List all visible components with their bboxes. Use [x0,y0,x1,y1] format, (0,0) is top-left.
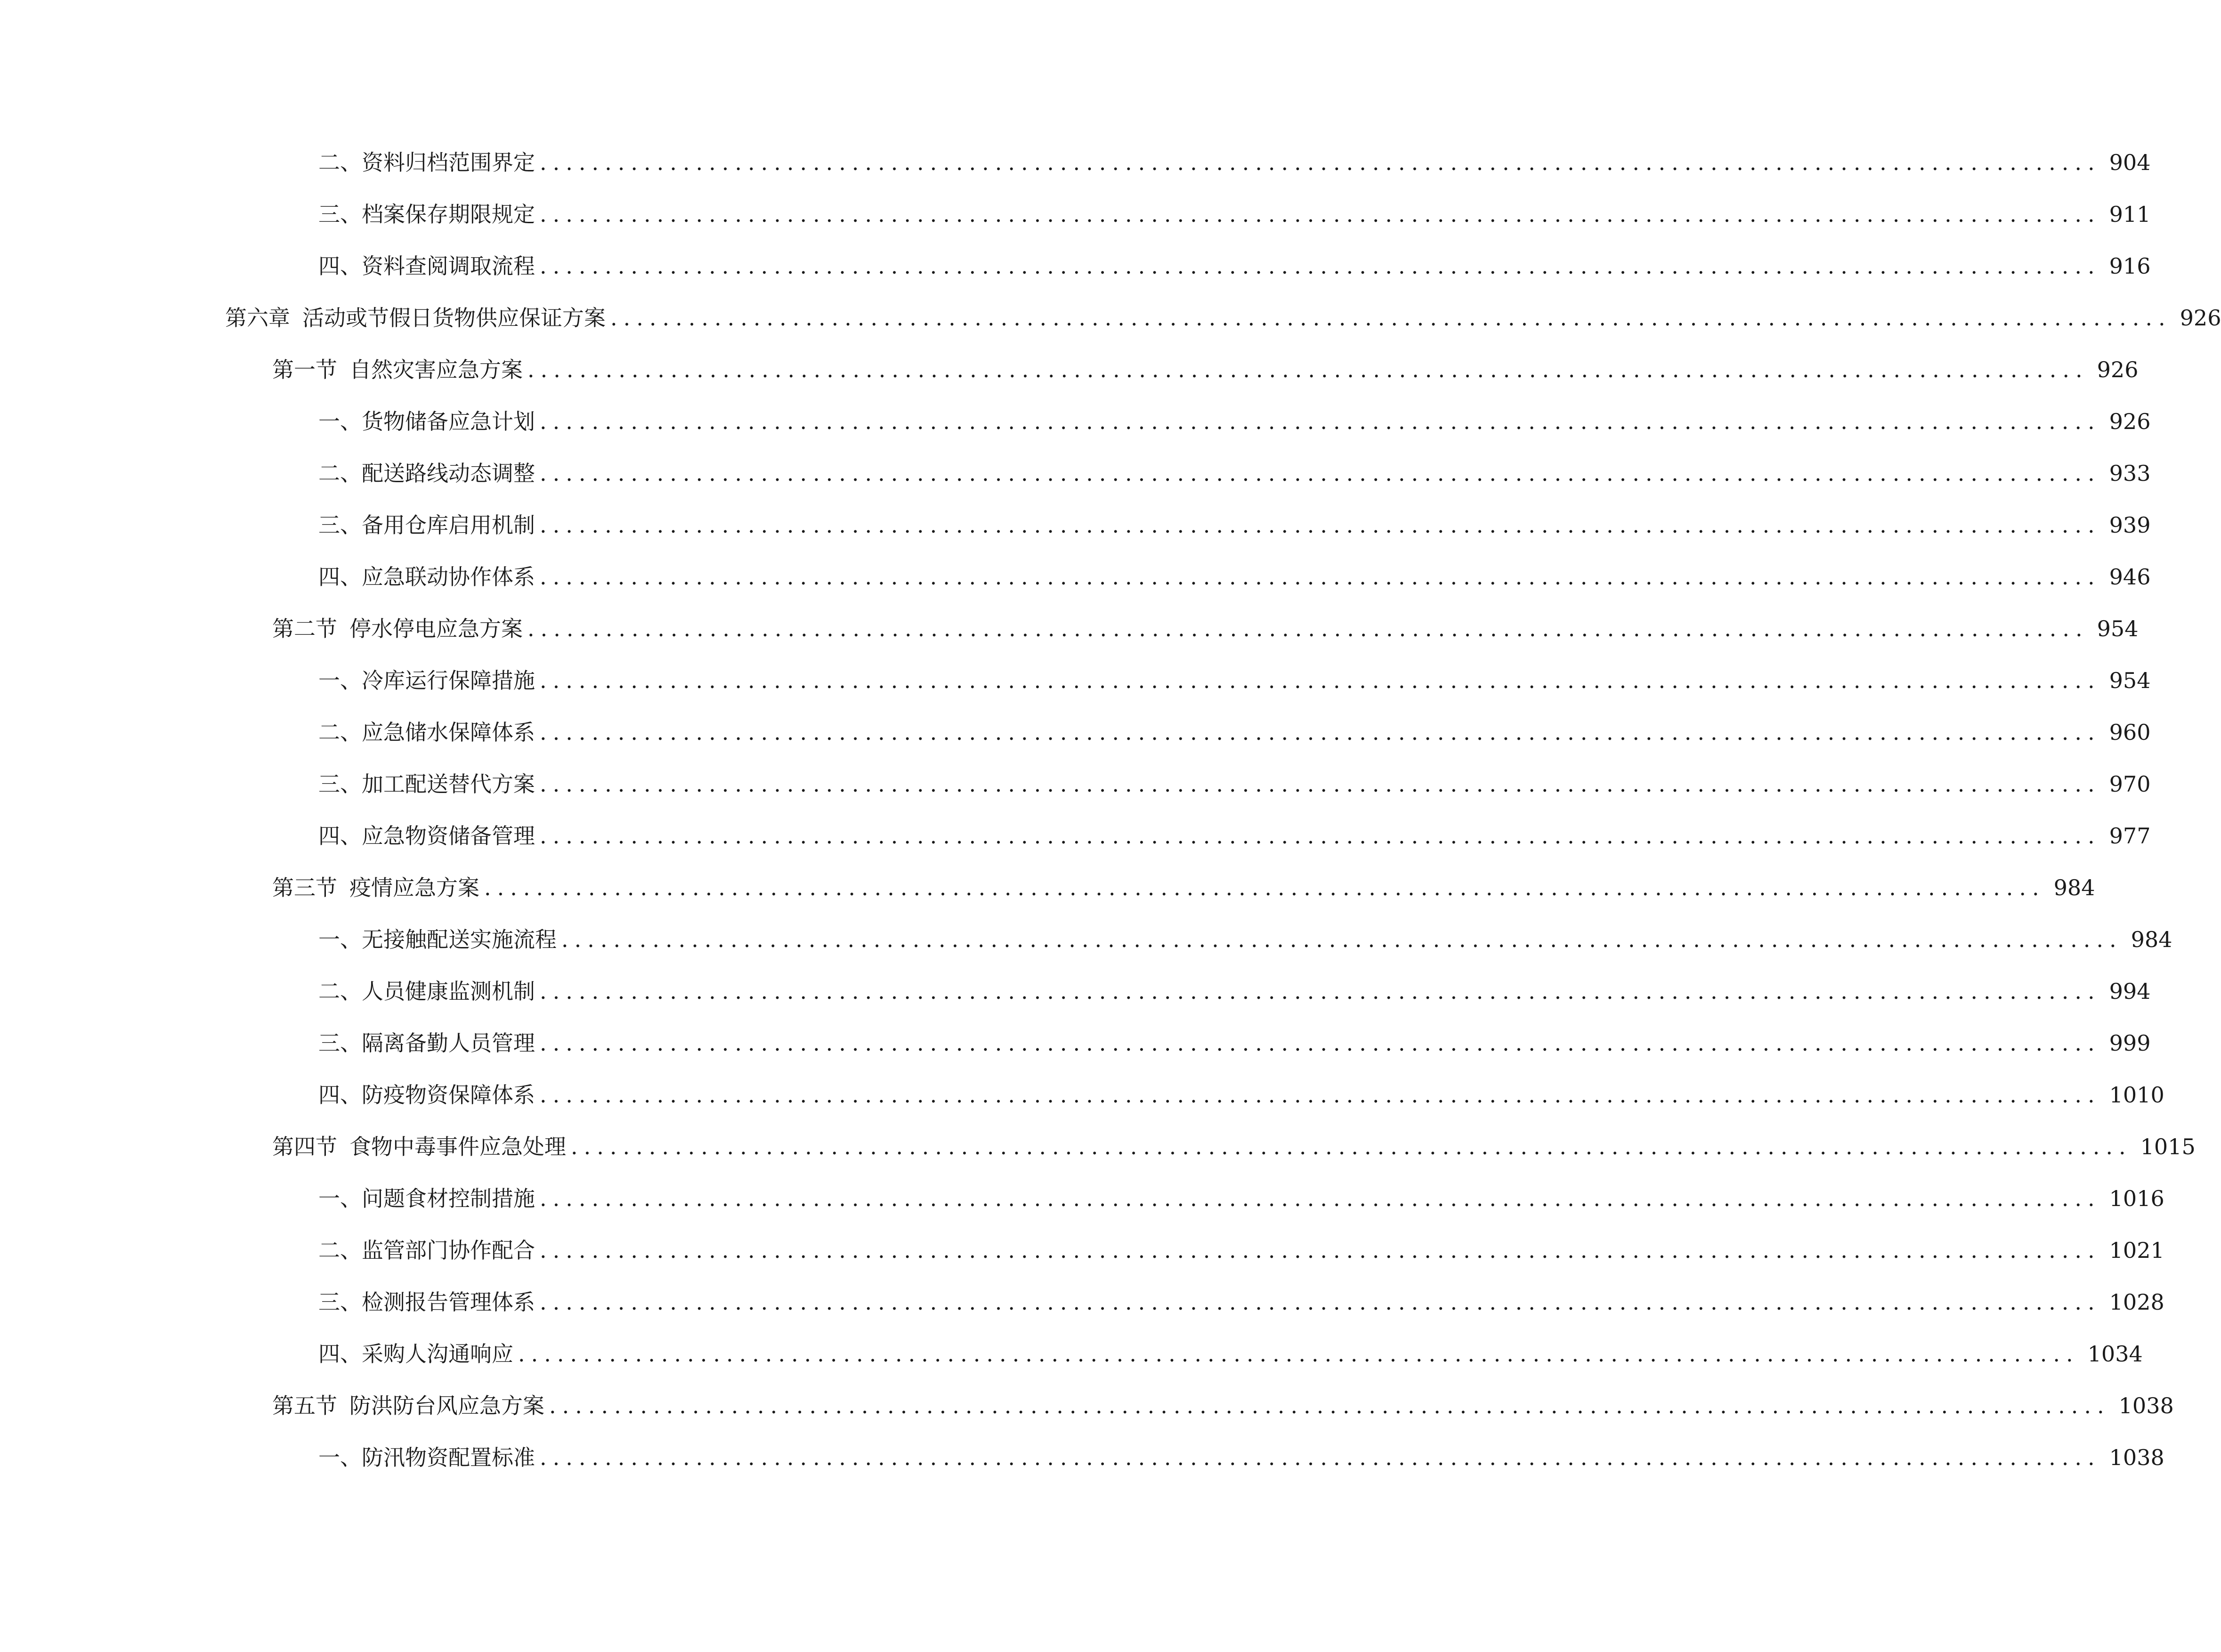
toc-entry-title: 采购人沟通响应 [362,1341,513,1367]
toc-entry-title: 防洪防台风应急方案 [349,1393,544,1418]
toc-subsection-entry[interactable] [0,1017,2151,1069]
toc-entry-number: 四、 [318,823,362,849]
toc-entry-title: 配送路线动态调整 [362,461,535,486]
dot-leader: ........................................................................................................................ [571,1134,2132,1159]
toc-entry-title: 资料查阅调取流程 [362,253,535,279]
toc-page-number: 984 [2053,875,2095,900]
toc-subsection-entry[interactable] [0,1432,2164,1483]
toc-page-number: 926 [2097,357,2139,382]
toc-subsection-entry[interactable] [0,1224,2164,1276]
toc-page-number: 999 [2109,1030,2151,1056]
toc-entry-number: 四、 [318,1082,362,1108]
dot-leader: ........................................................................................................................ [540,564,2101,590]
toc-page-number: 984 [2131,927,2172,952]
toc-entry-title: 资料归档范围界定 [362,150,535,175]
toc-subsection-entry[interactable] [0,810,2151,862]
toc-subsection-entry[interactable] [0,1173,2164,1224]
toc-entry-number: 二、 [318,979,362,1004]
toc-section-entry[interactable] [0,344,2139,396]
toc-entry-number: 四、 [318,253,362,279]
toc-entry-title: 无接触配送实施流程 [362,927,557,952]
toc-entry-number: 二、 [318,461,362,486]
toc-entry-number: 一、 [318,1186,362,1211]
toc-entry-title: 防汛物资配置标准 [362,1445,535,1470]
dot-leader: ........................................................................................................................ [561,927,2123,952]
dot-leader: ........................................................................................................................ [540,823,2101,849]
dot-leader: ........................................................................................................................ [484,875,2045,900]
table-of-contents [0,137,2221,1483]
dot-leader: ........................................................................................................................ [540,1030,2101,1056]
dot-leader: ........................................................................................................................ [527,616,2089,641]
toc-subsection-entry[interactable] [0,396,2151,447]
toc-page-number: 1038 [2118,1393,2174,1418]
toc-subsection-entry[interactable] [0,1069,2164,1121]
toc-entry-number: 四、 [318,564,362,590]
toc-entry-number: 三、 [318,1289,362,1315]
toc-entry-heading: 第六章 [225,305,290,331]
dot-leader: ........................................................................................................................ [540,979,2101,1004]
toc-entry-title: 防疫物资保障体系 [362,1082,535,1108]
toc-entry-number: 三、 [318,512,362,538]
toc-subsection-entry[interactable] [0,965,2151,1017]
toc-subsection-entry[interactable] [0,447,2151,499]
dot-leader: ........................................................................................................................ [540,461,2101,486]
dot-leader: ........................................................................................................................ [540,1289,2101,1315]
toc-page-number: 1038 [2109,1445,2164,1470]
dot-leader: ........................................................................................................................ [540,1445,2101,1470]
toc-entry-number: 三、 [318,202,362,227]
dot-leader: ........................................................................................................................ [540,253,2101,279]
dot-leader: ........................................................................................................................ [540,202,2101,227]
toc-subsection-entry[interactable] [0,655,2151,706]
toc-entry-number: 二、 [318,1238,362,1263]
toc-entry-title: 加工配送替代方案 [362,771,535,797]
toc-subsection-entry[interactable] [0,706,2151,758]
toc-entry-title: 应急联动协作体系 [362,564,535,590]
dot-leader: ........................................................................................................................ [518,1341,2079,1367]
toc-section-entry[interactable] [0,1380,2174,1432]
toc-entry-title: 冷库运行保障措施 [362,668,535,693]
toc-entry-number: 三、 [318,771,362,797]
dot-leader: ........................................................................................................................ [527,357,2089,382]
toc-page-number: 911 [2109,202,2151,227]
toc-entry-title: 疫情应急方案 [349,875,479,900]
toc-entry-title: 检测报告管理体系 [362,1289,535,1315]
toc-page-number: 946 [2109,564,2151,590]
toc-entry-title: 人员健康监测机制 [362,979,535,1004]
toc-page-number: 994 [2109,979,2151,1004]
toc-page-number: 1016 [2109,1186,2164,1211]
toc-entry-number: 一、 [318,668,362,693]
toc-subsection-entry[interactable] [0,188,2151,240]
toc-subsection-entry[interactable] [0,551,2151,603]
toc-entry-heading: 第一节 [272,357,337,382]
dot-leader: ........................................................................................................................ [540,1186,2101,1211]
dot-leader: ........................................................................................................................ [549,1393,2110,1418]
toc-page-number: 1010 [2109,1082,2164,1108]
dot-leader: ........................................................................................................................ [540,512,2101,538]
toc-entry-heading: 第三节 [272,875,337,900]
toc-subsection-entry[interactable] [0,1276,2164,1328]
toc-subsection-entry[interactable] [0,1328,2143,1380]
toc-entry-title: 监管部门协作配合 [362,1238,535,1263]
toc-page-number: 926 [2109,409,2151,434]
toc-entry-number: 四、 [318,1341,362,1367]
toc-chapter-entry[interactable] [0,292,2221,344]
toc-page-number: 1021 [2109,1238,2164,1263]
toc-page-number: 1034 [2087,1341,2143,1367]
toc-page-number: 933 [2109,461,2151,486]
toc-entry-heading: 第五节 [272,1393,337,1418]
toc-page-number: 970 [2109,771,2151,797]
toc-page-number: 960 [2109,720,2151,745]
toc-page-number: 1028 [2109,1289,2164,1315]
toc-page-number: 954 [2109,668,2151,693]
toc-section-entry[interactable] [0,603,2139,655]
toc-entry-number: 二、 [318,150,362,175]
toc-entry-number: 一、 [318,1445,362,1470]
toc-subsection-entry[interactable] [0,758,2151,810]
dot-leader: ........................................................................................................................ [540,1082,2101,1108]
toc-subsection-entry[interactable] [0,240,2151,292]
toc-page-number: 904 [2109,150,2151,175]
toc-entry-title: 应急物资储备管理 [362,823,535,849]
dot-leader: ........................................................................................................................ [540,720,2101,745]
toc-entry-title: 档案保存期限规定 [362,202,535,227]
toc-entry-title: 停水停电应急方案 [349,616,523,641]
toc-entry-number: 二、 [318,720,362,745]
dot-leader: ........................................................................................................................ [540,668,2101,693]
toc-entry-title: 问题食材控制措施 [362,1186,535,1211]
toc-entry-heading: 第四节 [272,1134,337,1159]
toc-entry-title: 食物中毒事件应急处理 [349,1134,566,1159]
toc-page-number: 977 [2109,823,2151,849]
toc-entry-heading: 第二节 [272,616,337,641]
toc-entry-title: 自然灾害应急方案 [349,357,523,382]
dot-leader: ........................................................................................................................ [540,409,2101,434]
toc-page-number: 926 [2180,305,2221,331]
toc-subsection-entry[interactable] [0,137,2151,188]
toc-entry-title: 应急储水保障体系 [362,720,535,745]
toc-subsection-entry[interactable] [0,914,2172,965]
toc-page-number: 954 [2097,616,2139,641]
dot-leader: ........................................................................................................................ [610,305,2172,331]
toc-entry-title: 备用仓库启用机制 [362,512,535,538]
toc-section-entry[interactable] [0,1121,2196,1173]
toc-entry-number: 三、 [318,1030,362,1056]
toc-entry-number: 一、 [318,927,362,952]
dot-leader: ........................................................................................................................ [540,771,2101,797]
toc-entry-title: 活动或节假日货物供应保证方案 [302,305,606,331]
toc-entry-title: 隔离备勤人员管理 [362,1030,535,1056]
toc-section-entry[interactable] [0,862,2095,914]
dot-leader: ........................................................................................................................ [540,150,2101,175]
dot-leader: ........................................................................................................................ [540,1238,2101,1263]
toc-subsection-entry[interactable] [0,499,2151,551]
toc-entry-title: 货物储备应急计划 [362,409,535,434]
toc-page-number: 1015 [2140,1134,2196,1159]
toc-page-number: 939 [2109,512,2151,538]
toc-entry-number: 一、 [318,409,362,434]
toc-page-number: 916 [2109,253,2151,279]
